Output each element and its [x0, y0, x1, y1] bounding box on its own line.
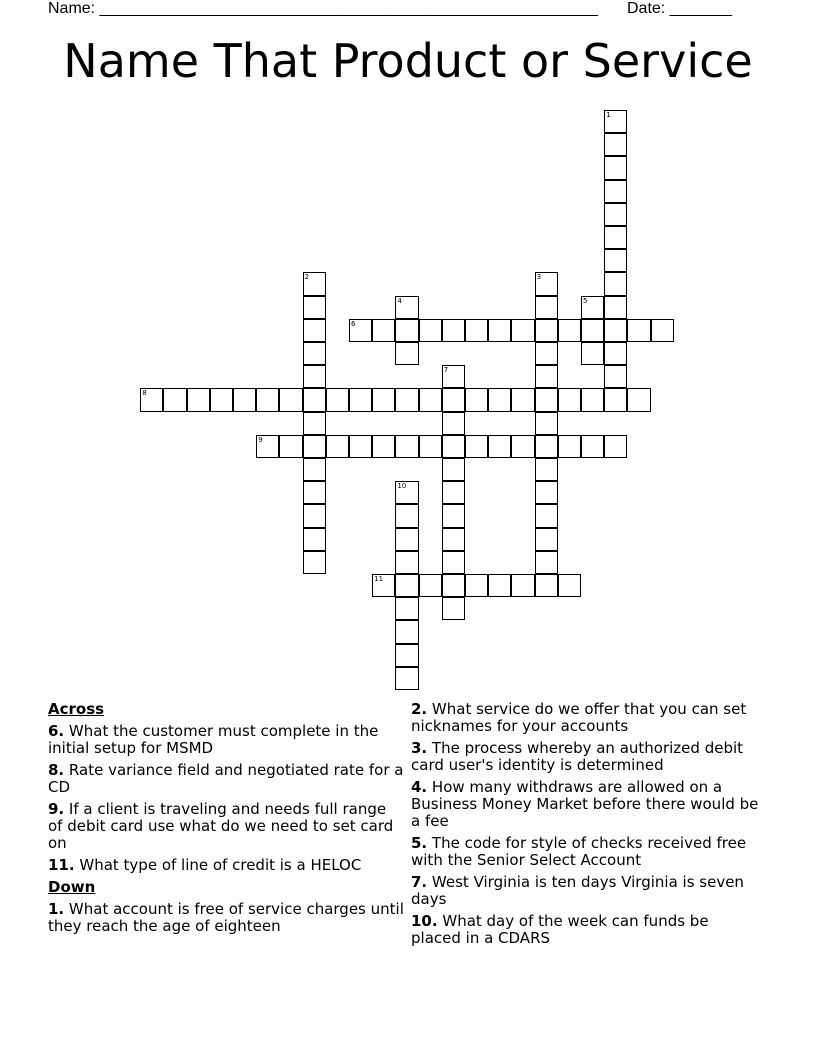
clue-down-10 — [411, 913, 761, 947]
grid-cell[interactable] — [256, 435, 279, 458]
grid-cell[interactable] — [651, 319, 674, 342]
clue-text: What service do we offer that you can set nicknames for your accounts — [411, 700, 747, 735]
grid-cell[interactable] — [372, 319, 395, 342]
cell-number: 2 — [304, 273, 310, 282]
grid-cell[interactable] — [511, 388, 534, 411]
name-field[interactable]: Name: ________________________________________________________ — [48, 0, 598, 17]
grid-cell[interactable] — [535, 388, 558, 411]
grid-cell[interactable] — [627, 388, 650, 411]
grid-cell[interactable] — [303, 388, 326, 411]
grid-cell[interactable] — [303, 296, 326, 319]
clue-number: 10. — [411, 912, 438, 930]
grid-cell[interactable] — [279, 435, 302, 458]
grid-cell[interactable] — [303, 342, 326, 365]
grid-cell[interactable] — [535, 528, 558, 551]
grid-cell[interactable] — [419, 435, 442, 458]
grid-cell[interactable] — [604, 226, 627, 249]
grid-cell[interactable] — [303, 458, 326, 481]
grid-cell[interactable] — [372, 435, 395, 458]
cell-number: 8 — [142, 389, 147, 398]
grid-cell[interactable] — [535, 481, 558, 504]
grid-cell[interactable] — [465, 388, 488, 411]
cell-number: 3 — [536, 273, 542, 282]
clue-number: 5. — [411, 834, 428, 852]
grid-cell[interactable] — [442, 319, 465, 342]
grid-cell[interactable] — [511, 435, 534, 458]
grid-cell[interactable] — [442, 481, 465, 504]
grid-cell[interactable] — [535, 342, 558, 365]
grid-cell[interactable] — [604, 110, 627, 133]
grid-cell[interactable] — [303, 504, 326, 527]
clue-number: 4. — [411, 778, 428, 796]
cell-number: 4 — [397, 296, 402, 305]
grid-cell[interactable] — [210, 388, 233, 411]
cell-number: 6 — [351, 319, 356, 328]
grid-cell[interactable] — [558, 388, 581, 411]
grid-cell[interactable] — [442, 504, 465, 527]
grid-cell[interactable] — [442, 458, 465, 481]
grid-cell[interactable] — [442, 435, 465, 458]
grid-cell[interactable] — [419, 319, 442, 342]
down-heading: Down — [48, 878, 96, 896]
grid-cell[interactable] — [395, 644, 418, 667]
grid-cell[interactable] — [558, 435, 581, 458]
grid-cell[interactable] — [581, 342, 604, 365]
grid-cell[interactable] — [442, 551, 465, 574]
clue-text: Rate variance field and negotiated rate for a CD — [48, 761, 404, 796]
grid-cell[interactable] — [140, 388, 163, 411]
grid-cell[interactable] — [256, 388, 279, 411]
grid-cell[interactable] — [233, 388, 256, 411]
cell-number: 7 — [443, 366, 449, 375]
clue-text: What account is free of service charges until they reach the age of eighteen — [48, 900, 404, 935]
grid-cell[interactable] — [604, 435, 627, 458]
clue-down-1 — [48, 901, 404, 935]
clue-text: The code for style of checks received free with the Senior Select Account — [411, 834, 747, 869]
clue-text: If a client is traveling and needs full range of debit card use what do we need to set card on — [48, 800, 394, 852]
grid-cell[interactable] — [303, 551, 326, 574]
grid-cell[interactable] — [187, 388, 210, 411]
clue-across-8 — [48, 762, 404, 796]
grid-cell[interactable] — [372, 388, 395, 411]
cell-number: 9 — [258, 435, 263, 444]
grid-cell[interactable] — [372, 574, 395, 597]
grid-cell[interactable] — [303, 412, 326, 435]
grid-cell[interactable] — [465, 319, 488, 342]
clue-number: 6. — [48, 722, 65, 740]
grid-cell[interactable] — [535, 272, 558, 295]
grid-cell[interactable] — [395, 620, 418, 643]
grid-cell[interactable] — [395, 667, 418, 690]
clue-down-5 — [411, 835, 761, 869]
grid-cell[interactable] — [535, 319, 558, 342]
grid-cell[interactable] — [604, 388, 627, 411]
grid-cell[interactable] — [349, 319, 372, 342]
grid-cell[interactable] — [604, 249, 627, 272]
grid-cell[interactable] — [395, 504, 418, 527]
date-field[interactable]: Date: _______ — [627, 0, 732, 17]
grid-cell[interactable] — [604, 180, 627, 203]
clue-down-2 — [411, 701, 761, 735]
grid-cell[interactable] — [303, 481, 326, 504]
grid-cell[interactable] — [604, 156, 627, 179]
grid-cell[interactable] — [511, 574, 534, 597]
across-heading: Across — [48, 700, 105, 718]
grid-cell[interactable] — [395, 528, 418, 551]
grid-cell[interactable] — [488, 388, 511, 411]
grid-cell[interactable] — [395, 296, 418, 319]
grid-cell[interactable] — [395, 342, 418, 365]
grid-cell[interactable] — [604, 133, 627, 156]
grid-cell[interactable] — [442, 528, 465, 551]
grid-cell[interactable] — [442, 574, 465, 597]
grid-cell[interactable] — [395, 551, 418, 574]
clue-down-3 — [411, 740, 761, 774]
clue-text: What day of the week can funds be placed in a CDARS — [411, 912, 709, 947]
clue-number: 3. — [411, 739, 428, 757]
grid-cell[interactable] — [303, 272, 326, 295]
grid-cell[interactable] — [535, 551, 558, 574]
cell-number: 10 — [397, 482, 407, 491]
cell-number: 11 — [374, 575, 384, 583]
grid-cell[interactable] — [535, 458, 558, 481]
grid-cell[interactable] — [488, 319, 511, 342]
grid-cell[interactable] — [442, 388, 465, 411]
grid-cell[interactable] — [511, 319, 534, 342]
grid-cell[interactable] — [349, 388, 372, 411]
clue-text: How many withdraws are allowed on a Business Money Market before there would be a fee — [411, 778, 759, 830]
grid-cell[interactable] — [349, 435, 372, 458]
grid-cell[interactable] — [604, 365, 627, 388]
clue-text: The process whereby an authorized debit card user's identity is determined — [411, 739, 744, 774]
grid-cell[interactable] — [535, 504, 558, 527]
grid-cell[interactable] — [604, 272, 627, 295]
grid-cell[interactable] — [419, 574, 442, 597]
grid-cell[interactable] — [442, 412, 465, 435]
grid-cell[interactable] — [581, 296, 604, 319]
clue-across-11 — [48, 857, 404, 874]
grid-cell[interactable] — [488, 574, 511, 597]
grid-cell[interactable] — [442, 597, 465, 620]
grid-cell[interactable] — [535, 574, 558, 597]
clue-text: West Virginia is ten days Virginia is seven days — [411, 873, 744, 908]
grid-cell[interactable] — [581, 388, 604, 411]
grid-cell[interactable] — [442, 365, 465, 388]
grid-cell[interactable] — [326, 388, 349, 411]
clue-across-9 — [48, 801, 404, 852]
clue-number: 8. — [48, 761, 65, 779]
grid-cell[interactable] — [279, 388, 302, 411]
grid-cell[interactable] — [303, 365, 326, 388]
grid-cell[interactable] — [604, 203, 627, 226]
grid-cell[interactable] — [558, 319, 581, 342]
grid-cell[interactable] — [395, 319, 418, 342]
clue-down-4 — [411, 779, 761, 830]
grid-cell[interactable] — [465, 435, 488, 458]
grid-cell[interactable] — [558, 574, 581, 597]
clue-across-6 — [48, 723, 404, 757]
grid-cell[interactable] — [303, 528, 326, 551]
grid-cell[interactable] — [395, 597, 418, 620]
grid-cell[interactable] — [581, 319, 604, 342]
grid-cell[interactable] — [395, 481, 418, 504]
grid-cell[interactable] — [604, 319, 627, 342]
grid-cell[interactable] — [303, 319, 326, 342]
grid-cell[interactable] — [163, 388, 186, 411]
grid-cell[interactable] — [535, 296, 558, 319]
page-title: Name That Product or Service — [63, 34, 753, 88]
grid-cell[interactable] — [488, 435, 511, 458]
grid-cell[interactable] — [303, 435, 326, 458]
grid-cell[interactable] — [627, 319, 650, 342]
grid-cell[interactable] — [395, 388, 418, 411]
grid-cell[interactable] — [395, 574, 418, 597]
grid-cell[interactable] — [581, 435, 604, 458]
grid-cell[interactable] — [535, 365, 558, 388]
grid-cell[interactable] — [535, 435, 558, 458]
grid-cell[interactable] — [604, 296, 627, 319]
cell-number: 1 — [606, 111, 611, 119]
grid-cell[interactable] — [419, 388, 442, 411]
grid-cell[interactable] — [395, 435, 418, 458]
clue-number: 7. — [411, 873, 428, 891]
grid-cell[interactable] — [604, 342, 627, 365]
grid-cell[interactable] — [535, 412, 558, 435]
grid-cell[interactable] — [326, 435, 349, 458]
clues-right-column — [411, 701, 761, 952]
grid-cell[interactable] — [465, 574, 488, 597]
clue-number: 11. — [48, 856, 75, 874]
cell-number: 5 — [583, 296, 588, 305]
clue-text: What the customer must complete in the initial setup for MSMD — [48, 722, 379, 757]
clue-down-7 — [411, 874, 761, 908]
clue-number: 1. — [48, 900, 65, 918]
clue-number: 9. — [48, 800, 65, 818]
clue-number: 2. — [411, 700, 428, 718]
clue-text: What type of line of credit is a HELOC — [79, 856, 362, 874]
clues-left-column — [48, 701, 404, 940]
